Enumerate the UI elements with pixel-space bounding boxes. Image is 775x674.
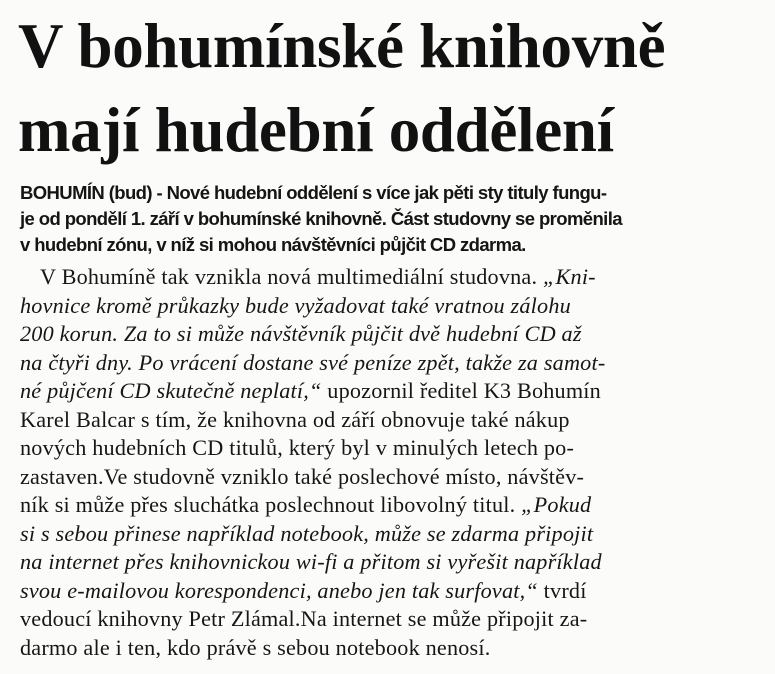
quote-text-run: 200 korun. Za to si může návštěvník půjčit dvě hudební CD až: [20, 321, 582, 346]
body-line-8: [20, 463, 760, 492]
headline-line-2: mají hudební oddělení: [18, 95, 614, 165]
quote-text-run: si s sebou přinese například notebook, může se zdarma připojit: [20, 520, 594, 546]
article-body: [20, 263, 760, 662]
body-line-12: [20, 577, 760, 606]
body-text-run: ník si může přes sluchátka poslechnout libovolný titul.: [20, 492, 522, 517]
body-line-7: [20, 434, 760, 463]
body-line-11: [20, 548, 760, 577]
body-line-4: [20, 349, 760, 378]
body-line-2: [20, 292, 760, 321]
lede-paragraph: [20, 180, 760, 258]
body-text-run: vedoucí knihovny Petr Zlámal.Na internet se může připojit za-: [20, 606, 588, 631]
body-text-run: tvrdí: [537, 577, 587, 603]
headline: [18, 4, 763, 172]
body-text-run: Karel Balcar s tím, že knihovna od září obnovuje také nákup: [20, 406, 570, 432]
body-text-run: upozornil ředitel K3 Bohumín: [321, 378, 601, 403]
lede-line-3: v hudební zónu, v níž si mohou návštěvníci půjčit CD zdarma.: [20, 234, 526, 255]
body-line-3: [20, 320, 760, 349]
quote-text-run: na internet přes knihovnickou wi-fi a přitom si vyřešit například: [20, 549, 602, 574]
quote-text-run: né půjčení CD skutečně neplatí,“: [20, 378, 322, 403]
lede-line-2: je od pondělí 1. září v bohumínské knihovně. Část studovny se proměnila: [20, 208, 622, 229]
lede-line-1: BOHUMÍN (bud) - Nové hudební oddělení s více jak pěti sty tituly fungu-: [20, 182, 607, 203]
body-line-6: [20, 406, 760, 435]
quote-text-run: hovnice kromě průkazky bude vyžadovat také vratnou zálohu: [20, 292, 571, 318]
quote-text-run: „Kni-: [542, 264, 596, 289]
body-text-run: darmo ale i ten, kdo právě s sebou notebook nenosí.: [20, 634, 491, 660]
quote-text-run: na čtyři dny. Po vrácení dostane své peníze zpět, takže za samot-: [20, 349, 606, 375]
body-text-run: V Bohumíně tak vznikla nová multimediální studovna.: [40, 264, 543, 289]
body-line-10: [20, 520, 760, 549]
body-text-run: nových hudebních CD titulů, který byl v minulých letech po-: [20, 435, 575, 460]
quote-text-run: svou e-mailovou korespondenci, anebo jen tak surfovat,“: [20, 577, 538, 603]
body-line-13: [20, 605, 760, 634]
quote-text-run: „Pokud: [521, 492, 592, 517]
body-line-1: [20, 263, 760, 292]
body-line-14: [20, 634, 760, 663]
headline-line-1: V bohumínské knihovně: [18, 11, 666, 81]
body-line-5: [20, 377, 760, 406]
body-text-run: zastaven.Ve studovně vzniklo také poslechové místo, návštěv-: [20, 463, 585, 489]
body-line-9: [20, 491, 760, 520]
